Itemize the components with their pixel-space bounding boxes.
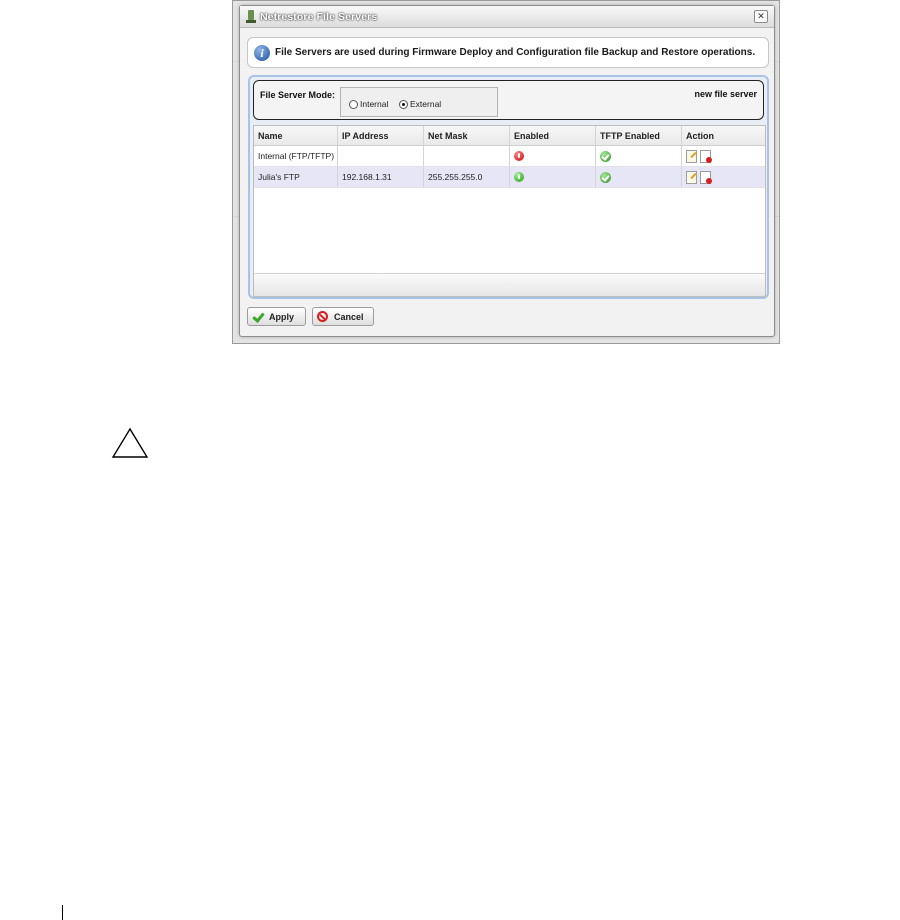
file-servers-table	[253, 125, 766, 297]
enabled-status-icon[interactable]	[514, 172, 524, 182]
radio-external-label: External	[410, 99, 442, 109]
cell-tftp-enabled	[596, 146, 682, 166]
edit-icon[interactable]	[686, 150, 697, 163]
cancel-button[interactable]	[312, 307, 374, 326]
radio-external[interactable]	[399, 99, 441, 109]
table-header	[254, 126, 765, 146]
radio-external-dot[interactable]	[399, 100, 408, 109]
caution-triangle-icon	[111, 427, 149, 459]
delete-icon[interactable]	[700, 150, 711, 163]
screenshot-frame	[232, 0, 780, 344]
edit-icon[interactable]	[686, 171, 697, 184]
check-icon[interactable]	[600, 151, 611, 162]
info-banner	[247, 37, 769, 68]
cell-action	[682, 146, 765, 166]
cell-enabled	[510, 167, 596, 187]
server-tower-icon	[246, 10, 256, 23]
info-icon: i	[254, 45, 270, 61]
close-icon[interactable]: ✕	[754, 10, 768, 23]
cancel-icon	[317, 311, 328, 322]
cell-name: Julia's FTP	[254, 167, 338, 187]
page-margin-rule	[62, 905, 63, 920]
column-header-net-mask[interactable]: Net Mask	[424, 126, 510, 145]
info-text: File Servers are used during Firmware Deploy and Configuration file Backup and Restore operations.	[275, 47, 756, 58]
column-header-enabled[interactable]: Enabled	[510, 126, 596, 145]
cell-name: Internal (FTP/TFTP)	[254, 146, 338, 166]
radio-internal-label: Internal	[360, 99, 389, 109]
new-file-server-link[interactable]: new file server	[694, 89, 757, 99]
dialog-titlebar[interactable]	[240, 6, 774, 28]
apply-label: Apply	[269, 311, 295, 322]
file-server-mode-box	[253, 80, 764, 120]
mode-radio-group	[340, 87, 498, 117]
delete-icon[interactable]	[700, 171, 711, 184]
cell-enabled	[510, 146, 596, 166]
cell-ip-address: 192.168.1.31	[338, 167, 424, 187]
column-header-ip-address[interactable]: IP Address	[338, 126, 424, 145]
disabled-status-icon[interactable]	[514, 151, 524, 161]
table-row[interactable]	[254, 146, 765, 167]
file-servers-panel	[248, 75, 769, 299]
cell-tftp-enabled	[596, 167, 682, 187]
column-header-name[interactable]: Name	[254, 126, 338, 145]
radio-internal[interactable]	[349, 99, 388, 109]
column-header-tftp-enabled[interactable]: TFTP Enabled	[596, 126, 682, 145]
column-header-action[interactable]: Action	[686, 130, 714, 141]
cell-net-mask	[424, 146, 510, 166]
mode-label: File Server Mode:	[260, 90, 336, 100]
table-footer	[254, 273, 765, 296]
cancel-label: Cancel	[334, 311, 364, 322]
radio-internal-dot[interactable]	[349, 100, 358, 109]
dialog-title: Netrestore File Servers	[260, 10, 378, 23]
cell-net-mask: 255.255.255.0	[424, 167, 510, 187]
cell-action	[682, 167, 765, 187]
file-servers-dialog	[239, 5, 775, 337]
checkmark-icon	[252, 313, 263, 321]
apply-button[interactable]	[247, 307, 306, 326]
table-row[interactable]	[254, 167, 765, 188]
cell-ip-address	[338, 146, 424, 166]
check-icon[interactable]	[600, 172, 611, 183]
